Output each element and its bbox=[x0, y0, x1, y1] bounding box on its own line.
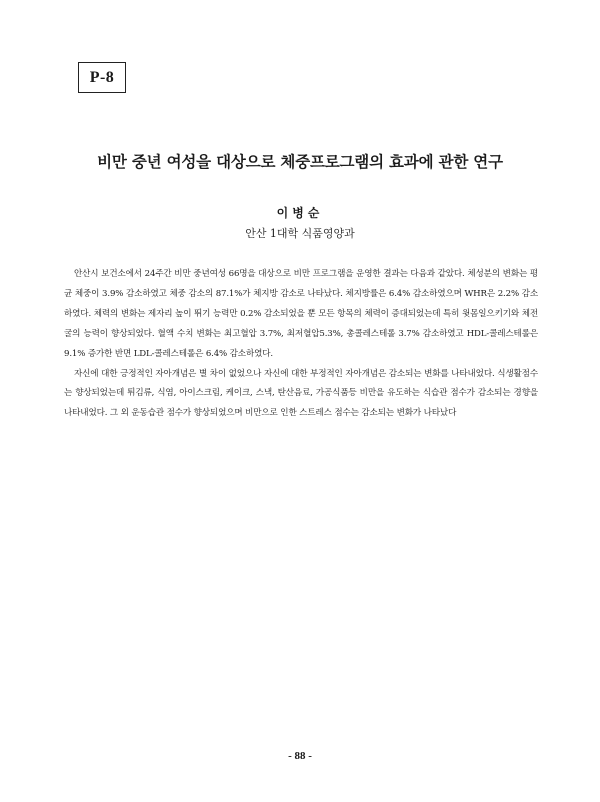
abstract-body bbox=[64, 265, 538, 424]
presentation-code-box bbox=[78, 62, 126, 93]
paper-title: 비만 중년 여성을 대상으로 체중프로그램의 효과에 관한 연구 bbox=[97, 153, 503, 171]
abstract-paragraph: 안산시 보건소에서 24주간 비만 중년여성 66명을 대상으로 비만 프로그램을 운영한 결과는 다음과 같았다. 체성분의 변화는 평균 체중이 3.9% 감소하였고 체중 감소의 87.1%가 체지방 감소로 나타났다. 체지방률은 6.4% 감소하였으며 WHR은 2.2% 감소하였다. 체력의 변화는 제자리 높이 뛰기 능력만 0.2% 감소되었을 뿐 모든 항목의 체력이 증대되었는데 특히 윗몸일으키기와 체전굴의 능력이 향상되었다. 혈액 수치 변화는 최고혈압 3.7%, 최저혈압5.3%, 총콜레스테롤 3.7% 감소하였고 HDL-콜레스테롤은 9.1% 증가한 반면 LDL-콜레스테롤은 6.4% 감소하였다. bbox=[64, 269, 538, 359]
presentation-code: P-8 bbox=[89, 68, 115, 86]
author-affiliation: 안산 1대학 식품영양과 bbox=[245, 227, 355, 240]
abstract-paragraph: 자신에 대한 긍정적인 자아개념은 별 차이 없었으나 자신에 대한 부정적인 자아개념은 감소되는 변화를 나타내었다. 식생활점수는 향상되었는데 튀김류, 식염, 아이스크림, 케이크, 스낵, 탄산음료, 가공식품등 비만을 유도하는 식습관 점수가 감소되는 경향을 나타내었다. 그 외 운동습관 점수가 향상되었으며 비만으로 인한 스트레스 점수는 감소되는 변화가 나타났다 bbox=[64, 368, 538, 419]
page-number: - 88 - bbox=[288, 750, 312, 762]
author-name: 이병순 bbox=[276, 206, 324, 220]
